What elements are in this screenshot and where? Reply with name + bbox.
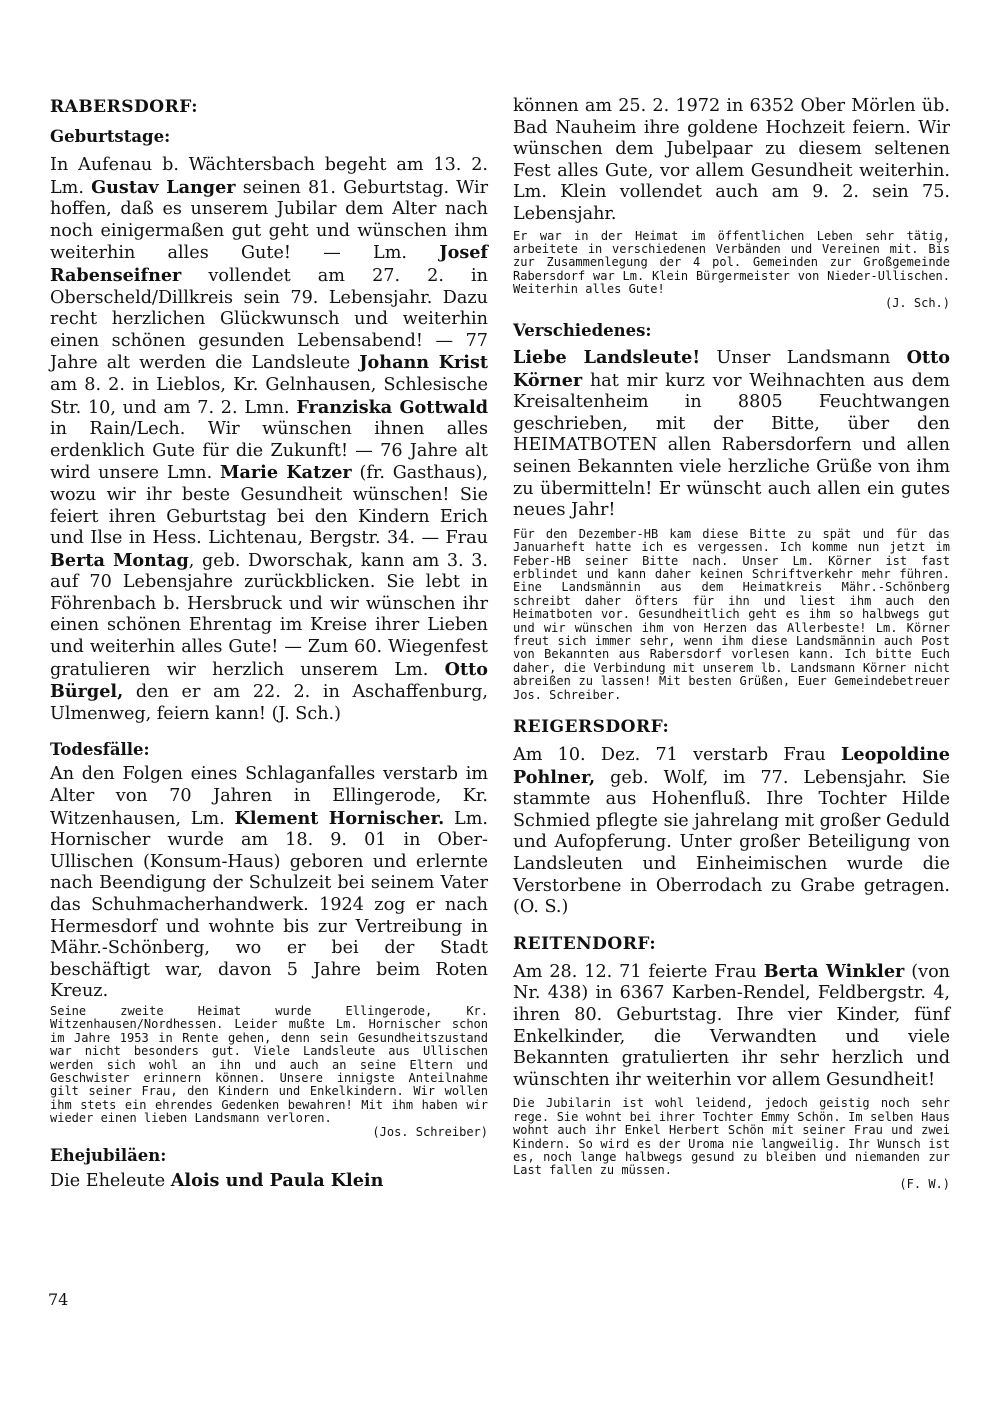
name-highlight: Franziska Gottwald <box>296 396 489 418</box>
section-heading-reigersdorf: REIGERSDORF: <box>513 717 670 738</box>
anniversaries-text-start: Die Eheleute Alois und Paula Klein <box>50 1170 384 1192</box>
section-heading-rabersdorf: RABERSDORF: <box>50 97 198 117</box>
subheading-anniversaries: Ehejubiläen: <box>50 1146 167 1166</box>
anniversaries-small-text: Er war in der Heimat im öffentlichen Leben sehr tätig, arbeitete in verschiedenen Verbänden und Vereinen mit. Bis zur Zusammenlegung der 4 pol. Gemeinden zur Großgemeinde Rabersdorf war Lm. Klein Bürgermeister von Nieder-Ullischen. Weiterhin alles Gute! (J. Sch.) <box>513 228 950 310</box>
misc-small-text: Für den Dezember-HB kam diese Bitte zu spät und für das Januarheft hatte ich es vergessen. Ich komme nun jetzt im Feber-HB seiner Bitte nach. Unser Lm. Körner ist fast erblindet und kann daher keinen Schriftverkehr mehr führen. Eine Landsmännin aus dem Heimatkreis Mähr.-Schönberg schreibt daher öfters für ihn und liest ihm auch den Heimatboten vor. Gesundheitlich geht es ihm so halbwegs gut und wir wünschen ihm von Herzen das Allerbeste! Lm. Körner freut sich immer sehr, wenn ihm diese Landsmännin auch Post von Bekannten aus Rabersdorf vorlesen kann. Ich bitte Euch daher, die Verbindung mit unserem lb. Landsmann Körner nicht abreißen zu lassen! Mit besten Grüßen, Euer Gemeindebetreuer Jos. Schreiber. <box>513 526 950 702</box>
page-number: 74 <box>48 1290 69 1309</box>
name-highlight: Otto Bürgel, <box>50 658 488 703</box>
name-highlight: Johann Krist <box>359 352 488 374</box>
name-highlight: Berta Montag <box>50 549 189 571</box>
name-highlight: Josef Rabenseifner <box>50 242 488 286</box>
name-highlight: Klement Hornischer. <box>234 807 445 829</box>
name-highlight: Otto Körner <box>513 347 950 391</box>
subheading-misc: Verschiedenes: <box>513 321 652 340</box>
signature: (J. Sch.) <box>884 295 950 310</box>
right-column <box>513 96 950 1191</box>
name-highlight: Leopoldine Pohlner, <box>513 744 950 788</box>
deaths-text: An den Folgen eines Schlaganfalles verstarb im Alter von 70 Jahren in Ellingerode, Kr. Witzenhausen, Lm. Klement Hornischer. Lm. Hornischer wurde am 18. 9. 01 in Ober-Ullischen (Konsum-Haus) geboren und erlernte nach Beendigung der Schulzeit bei seinem Vater das Schuhmacherhandwerk. 1924 zog er nach Hermesdorf und wohnte bis zur Vertreibung in Mähr.-Schönberg, wo er bei der Stadt beschäftigt war, davon 5 Jahre beim Roten Kreuz. <box>50 764 488 1002</box>
anniversaries-text-continued: können am 25. 2. 1972 in 6352 Ober Mörlen üb. Bad Nauheim ihre goldene Hochzeit feiern. Wir wünschen dem Jubelpaar zu diesem seltenen Fest alles Gute, vor allem Gesundheit weiterhin. Lm. Klein vollendet auch am 9. 2. sein 75. Lebensjahr. <box>513 96 950 224</box>
misc-text: Liebe Landsleute! Unser Landsmann Otto Körner hat mir kurz vor Weihnachten aus dem Kreisaltenheim in 8805 Feuchtwangen geschrieben, mit der Bitte, über den HEIMATBOTEN allen Rabersdorfern und allen seinen Bekannten viele herzliche Grüße von ihm zu übermitteln! Er wünscht auch allen ein gutes neues Jahr! <box>513 347 950 521</box>
signature: (Jos. Schreiber) <box>372 1124 488 1139</box>
subheading-deaths: Todesfälle: <box>50 740 150 760</box>
deaths-small-text: Seine zweite Heimat wurde Ellingerode, Kr. Witzenhausen/Nordhessen. Leider mußte Lm. Hornischer schon im Jahre 1953 in Rente gehen, denn sein Gesundheitszustand war nicht besonders gut. Viele Landsleute aus Ullischen werden sich wohl an ihn und auch an seine Eltern und Geschwister erinnern können. Unsere innigste Anteilnahme gilt seiner Frau, den Kindern und Enkelkindern. Wir wollen ihm stets ein ehrendes Gedenken bewahren! Mit ihm haben wir wieder einen lieben Landsmann verloren. (Jos. Schreiber) <box>50 1003 488 1139</box>
name-highlight: Gustav Langer <box>91 176 236 198</box>
name-highlight: Alois und Paula Klein <box>170 1170 384 1192</box>
reigersdorf-text: Am 10. Dez. 71 verstarb Frau Leopoldine Pohlner, geb. Wolf, im 77. Lebensjahr. Sie stammte aus Hohenfluß. Ihre Tochter Hilde Schmied pflegte sie jahrelang mit großer Geduld und Aufopferung. Unter großer Beteiligung von Landsleuten und Einheimischen wurde die Verstorbene in Oberrodach zu Grabe getragen. (O. S.) <box>513 744 950 918</box>
name-highlight: Berta Winkler <box>763 960 905 982</box>
section-heading-reitendorf: REITENDORF: <box>513 933 657 954</box>
left-column <box>50 96 488 1193</box>
reitendorf-text: Am 28. 12. 71 feierte Frau Berta Winkler (von Nr. 438) in 6367 Karben-Rendel, Feldbergstr. 4, ihren 80. Geburtstag. Ihre vier Kinder, fünf Enkelkinder, die Verwandten und viele Bekannten gratulierten ihr sehr herzlich und wünschten ihr weiterhin vor allem Gesundheit! <box>513 960 951 1090</box>
birthdays-text: In Aufenau b. Wächtersbach begeht am 13. 2. Lm. Gustav Langer seinen 81. Geburtstag. Wir hoffen, daß es unserem Jubilar dem Alter nach noch einigermaßen gut geht und wünschen ihm weiterhin alles Gute! — Lm. Josef Rabenseifner vollendet am 27. 2. in Oberscheld/Dillkreis sein 79. Lebensjahr. Dazu recht herzlichen Glückwunsch und weiterhin einen schönen gesunden Lebensabend! — 77 Jahre alt werden die Landsleute Johann Krist am 8. 2. in Lieblos, Kr. Gelnhausen, Schlesische Str. 10, und am 7. 2. Lmn. Franziska Gottwald in Rain/Lech. Wir wünschen ihnen alles erdenklich Gute für die Zukunft! — 76 Jahre alt wird unsere Lmn. Marie Katzer (fr. Gasthaus), wozu wir ihr beste Gesundheit wünschen! Sie feiert ihren Geburtstag bei den Kindern Erich und Ilse in Hess. Lichtenau, Bergstr. 34. — Frau Berta Montag, geb. Dworschak, kann am 3. 3. auf 70 Lebensjahre zurückblicken. Sie lebt in Föhrenbach b. Hersbruck und wir wünschen ihr einen schönen Ehrentag im Kreise ihrer Lieben und weiterhin alles Gute! — Zum 60. Wiegenfest gratulieren wir herzlich unserem Lm. Otto Bürgel, den er am 22. 2. in Aschaffenburg, Ulmenweg, feiern kann! (J. Sch.) <box>50 155 489 724</box>
name-highlight: Marie Katzer <box>220 462 352 484</box>
reitendorf-small-text: Die Jubilarin ist wohl leidend, jedoch geistig noch sehr rege. Sie wohnt bei ihrer Tochter Emmy Schön. Im selben Haus wohnt auch ihr Enkel Herbert Schön mit seiner Frau und zwei Kindern. So wird es der Uroma nie langweilig. Ihr Wunsch ist es, noch lange halbwegs gesund zu bleiben und niemanden zur Last fallen zu müssen. (F. W.) <box>513 1096 950 1191</box>
subheading-birthdays: Geburtstage: <box>50 127 171 146</box>
greeting-highlight: Liebe Landsleute! <box>513 347 701 368</box>
signature: (F. W.) <box>899 1176 950 1191</box>
